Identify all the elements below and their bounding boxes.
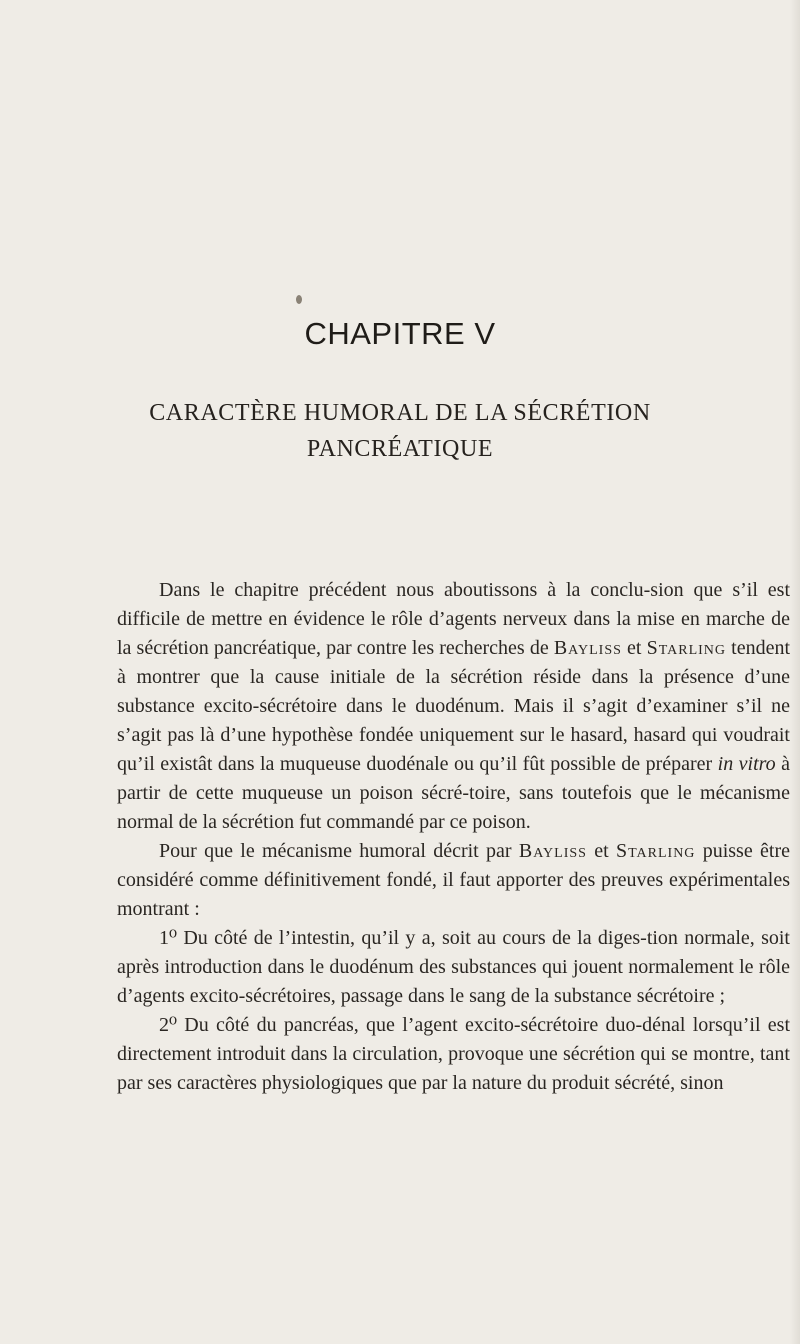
body-text xyxy=(117,576,790,1098)
text-run: tendent à montrer que la cause initiale de la sécrétion réside dans la présence d’une substance excito-sécrétoire dans le duodénum. Mais il s’agit d’examiner s’il ne s’agit pas là d’une hypothèse fondée uniquement sur le hasard, hasard qui voudrait qu’il existât dans la muqueuse duodénale ou qu’il fût possible de préparer xyxy=(117,637,791,775)
subtitle-line-1: CARACTÈRE HUMORAL DE LA SÉCRÉTION xyxy=(149,400,651,426)
ink-speck xyxy=(296,295,302,304)
paragraph-4: 2⁰ Du côté du pancréas, que l’agent excito-sécrétoire duo-dénal lorsqu’il est directement introduit dans la circulation, provoque une sécrétion qui se montre, tant par ses caractères physiologiques que par la nature du produit sécrété, sinon xyxy=(117,1014,790,1094)
text-run: et xyxy=(621,637,647,659)
italic-term: in vitro xyxy=(717,753,776,775)
text-run: Dans le chapitre précédent nous aboutissons à la conclu-sion que s’il est difficile de mettre en évidence le rôle d’agents nerveux dans la mise en marche de la sécrétion pancréatique, par contre les recherches de xyxy=(117,579,790,659)
author-name: Starling xyxy=(646,637,727,659)
chapter-title: CHAPITRE V xyxy=(304,316,496,351)
text-run: à partir de cette muqueuse un poison sécré-toire, sans toutefois que le mécanisme normal de la sécrétion fut commandé par ce poison. xyxy=(117,753,790,833)
author-name: Bayliss xyxy=(518,840,587,862)
paragraph-3: 1⁰ Du côté de l’intestin, qu’il y a, soit au cours de la diges-tion normale, soit après introduction dans le duodénum des substances qui jouent normalement le rôle d’agents excito-sécrétoires, passage dans le sang de la substance sécrétoire ; xyxy=(117,927,790,1007)
chapter-subtitle xyxy=(0,395,800,467)
subtitle-line-2: PANCRÉATIQUE xyxy=(306,436,494,462)
paragraph-2 xyxy=(117,837,790,924)
author-name: Bayliss xyxy=(553,637,622,659)
text-run: puisse être considéré comme définitivement fondé, il faut apporter des preuves expérimentales montrant : xyxy=(117,840,790,920)
text-run: et xyxy=(586,840,616,862)
text-run: Pour que le mécanisme humoral décrit par xyxy=(159,840,519,862)
author-name: Starling xyxy=(615,840,696,862)
paragraph-1 xyxy=(117,576,790,837)
page-edge-shadow xyxy=(790,0,800,1344)
